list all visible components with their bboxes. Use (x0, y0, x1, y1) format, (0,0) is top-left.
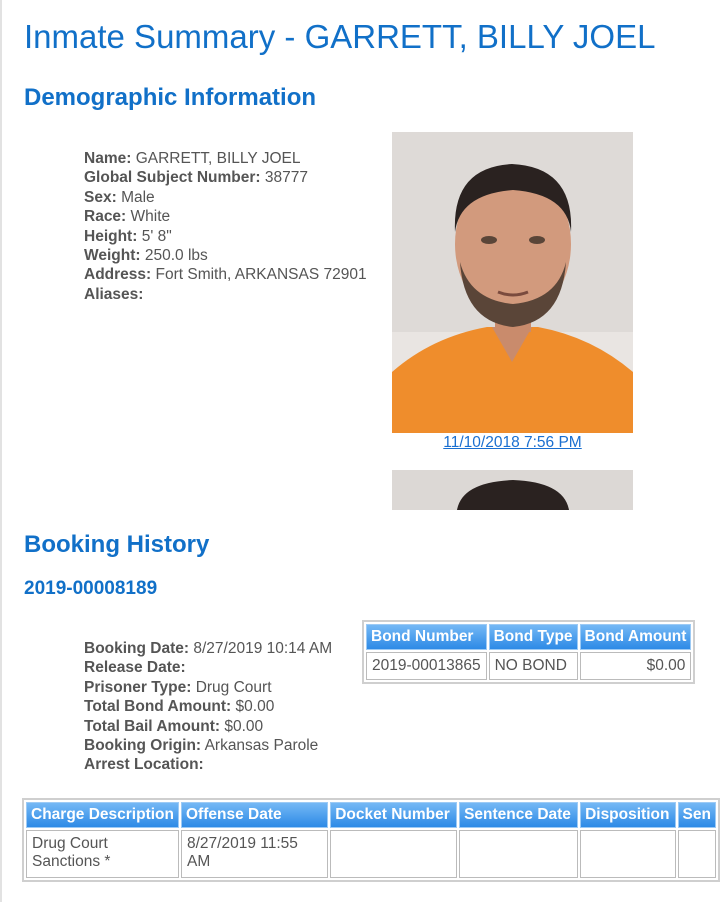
sentence-header: Sen (678, 802, 716, 828)
offense-date-header: Offense Date (181, 802, 328, 828)
field-aliases: Aliases: (84, 285, 144, 303)
mugshot-photo[interactable] (392, 132, 633, 433)
page-edge (0, 0, 2, 902)
docket-number-cell (330, 830, 457, 878)
disposition-header: Disposition (580, 802, 675, 828)
disposition-cell (580, 830, 675, 878)
charge-description-header: Charge Description (26, 802, 179, 828)
field-total-bail-amount: Total Bail Amount: $0.00 (84, 717, 264, 735)
field-race: Race: White (84, 208, 171, 226)
bond-number-cell: 2019-00013865 (366, 652, 487, 680)
bond-type-header: Bond Type (489, 624, 578, 650)
charge-table (22, 798, 720, 882)
offense-date-cell: 8/27/2019 11:55 AM (181, 830, 328, 878)
booking-history-heading: Booking History (24, 531, 210, 558)
field-booking-date: Booking Date: 8/27/2019 10:14 AM (84, 640, 333, 657)
docket-number-header: Docket Number (330, 802, 457, 828)
field-address: Address: Fort Smith, ARKANSAS 72901 (84, 266, 367, 284)
field-global-subject-number: Global Subject Number: 38777 (84, 169, 308, 187)
field-height: Height: 5' 8" (84, 227, 172, 245)
bond-number-header: Bond Number (366, 624, 487, 650)
bond-table (362, 620, 695, 684)
field-release-date: Release Date: (84, 659, 186, 677)
table-row (26, 830, 716, 878)
field-arrest-location: Arrest Location: (84, 756, 204, 774)
charge-table-header-row (26, 802, 716, 828)
sentence-cell (678, 830, 716, 878)
charge-description-cell: Drug Court Sanctions * (26, 830, 179, 878)
demographic-heading: Demographic Information (24, 84, 317, 111)
bond-table-header-row (366, 624, 691, 650)
sentence-date-cell (459, 830, 578, 878)
bond-amount-cell: $0.00 (580, 652, 692, 680)
table-row (366, 652, 691, 680)
sentence-date-header: Sentence Date (459, 802, 578, 828)
bond-type-cell: NO BOND (489, 652, 578, 680)
mugshot-photo-2[interactable] (392, 470, 633, 510)
field-total-bond-amount: Total Bond Amount: $0.00 (84, 698, 275, 716)
booking-number: 2019-00008189 (24, 578, 158, 599)
bond-amount-header: Bond Amount (580, 624, 692, 650)
field-name: Name: GARRETT, BILLY JOEL (84, 150, 301, 167)
demographic-fields (84, 149, 367, 304)
field-booking-origin: Booking Origin: Arkansas Parole (84, 737, 319, 755)
field-sex: Sex: Male (84, 188, 155, 206)
field-weight: Weight: 250.0 lbs (84, 247, 208, 265)
page-title: Inmate Summary - GARRETT, BILLY JOEL (24, 18, 656, 55)
booking-fields (84, 639, 332, 775)
photo-date-link[interactable]: 11/10/2018 7:56 PM (443, 434, 582, 451)
field-prisoner-type: Prisoner Type: Drug Court (84, 678, 272, 696)
